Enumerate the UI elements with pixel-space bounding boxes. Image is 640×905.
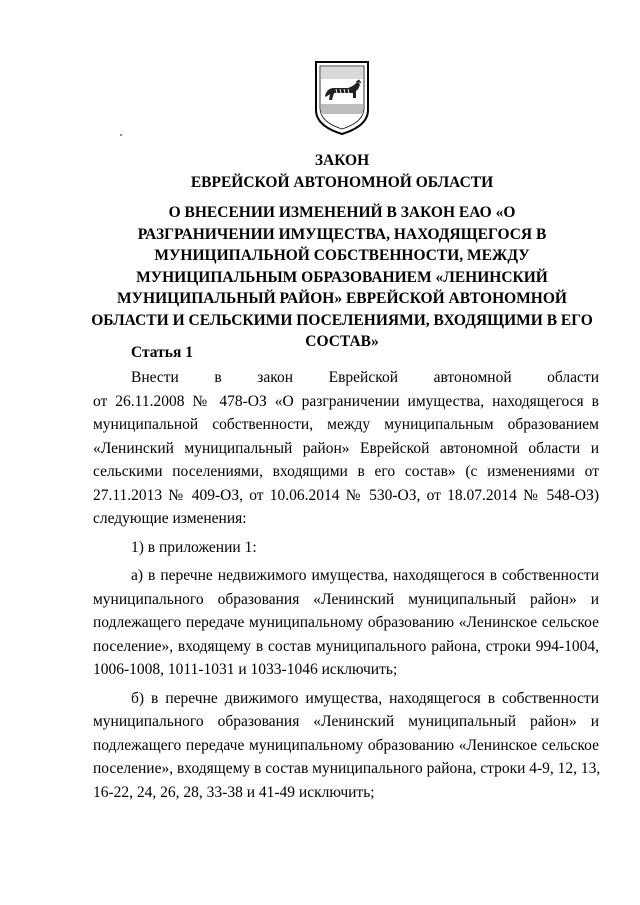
subtitle-line: СОСТАВ» bbox=[305, 333, 379, 350]
subtitle-line: МУНИЦИПАЛЬНОЙ СОБСТВЕННОСТИ, МЕЖДУ bbox=[154, 247, 530, 264]
paragraph-line: муниципального образования «Ленинский муниципальный район» и bbox=[93, 713, 599, 730]
paragraph-line: 27.11.2013 № 409-ОЗ, от 10.06.2014 № 530-ОЗ, от 18.07.2014 № 548-ОЗ) bbox=[93, 486, 599, 504]
paragraph-line: от 26.11.2008 № 478-ОЗ «О разграничении имущества, находящегося в bbox=[93, 392, 599, 410]
paragraph-line: сельскими поселениями, входящими в его состав» (с изменениями от bbox=[93, 463, 599, 480]
subtitle-line: О ВНЕСЕНИИ ИЗМЕНЕНИЙ В ЗАКОН ЕАО «О bbox=[168, 204, 516, 221]
law-title bbox=[86, 150, 598, 193]
paragraph-line: следующие изменения: bbox=[93, 510, 247, 527]
law-subtitle bbox=[86, 202, 598, 353]
scan-dot bbox=[120, 134, 122, 136]
paragraph-line: муниципальной собственности, между муниципальным образованием bbox=[93, 416, 599, 433]
paragraph-line: Внести в закон Еврейской автономной области bbox=[131, 369, 599, 386]
article-heading: Статья 1 bbox=[131, 344, 193, 361]
subtitle-line: ОБЛАСТИ И СЕЛЬСКИМИ ПОСЕЛЕНИЯМИ, ВХОДЯЩИМИ В ЕГО bbox=[91, 311, 593, 329]
paragraph-line: а) в перечне недвижимого имущества, находящегося в собственности bbox=[131, 567, 599, 584]
list-item-heading: 1) в приложении 1: bbox=[131, 538, 257, 556]
paragraph-line: 16-22, 24, 26, 28, 33-38 и 41-49 исключить; bbox=[93, 783, 375, 801]
paragraph-line: подлежащего передаче муниципальному образованию «Ленинское сельское bbox=[93, 736, 599, 754]
title-line: ЕВРЕЙСКОЙ АВТОНОМНОЙ ОБЛАСТИ bbox=[190, 173, 494, 191]
paragraph-line: 1006-1008, 1011-1031 и 1033-1046 исключить; bbox=[93, 661, 398, 678]
paragraph-line: поселение», входящему в состав муниципального района, строки 994-1004, bbox=[93, 637, 599, 655]
title-line: ЗАКОН bbox=[314, 152, 370, 169]
paragraph-line: муниципального образования «Ленинский муниципальный район» и bbox=[93, 590, 599, 608]
subtitle-line: МУНИЦИПАЛЬНЫЙ РАЙОН» ЕВРЕЙСКОЙ АВТОНОМНОЙ bbox=[117, 290, 567, 307]
subtitle-line: МУНИЦИПАЛЬНЫМ ОБРАЗОВАНИЕМ «ЛЕНИНСКИЙ bbox=[136, 268, 548, 286]
paragraph-line: б) в перечне движимого имущества, находящегося в собственности bbox=[131, 689, 599, 707]
paragraph-line: подлежащего передаче муниципальному образованию «Ленинское сельское bbox=[93, 614, 599, 631]
document-body bbox=[93, 366, 599, 804]
paragraph-line: «Ленинский муниципальный район» Еврейской автономной области и bbox=[93, 439, 599, 457]
emblem-icon bbox=[312, 58, 372, 136]
paragraph-line: поселение», входящему в состав муниципального района, строки 4-9, 12, 13, bbox=[93, 760, 601, 777]
subtitle-line: РАЗГРАНИЧЕНИИ ИМУЩЕСТВА, НАХОДЯЩЕГОСЯ В bbox=[137, 225, 547, 243]
